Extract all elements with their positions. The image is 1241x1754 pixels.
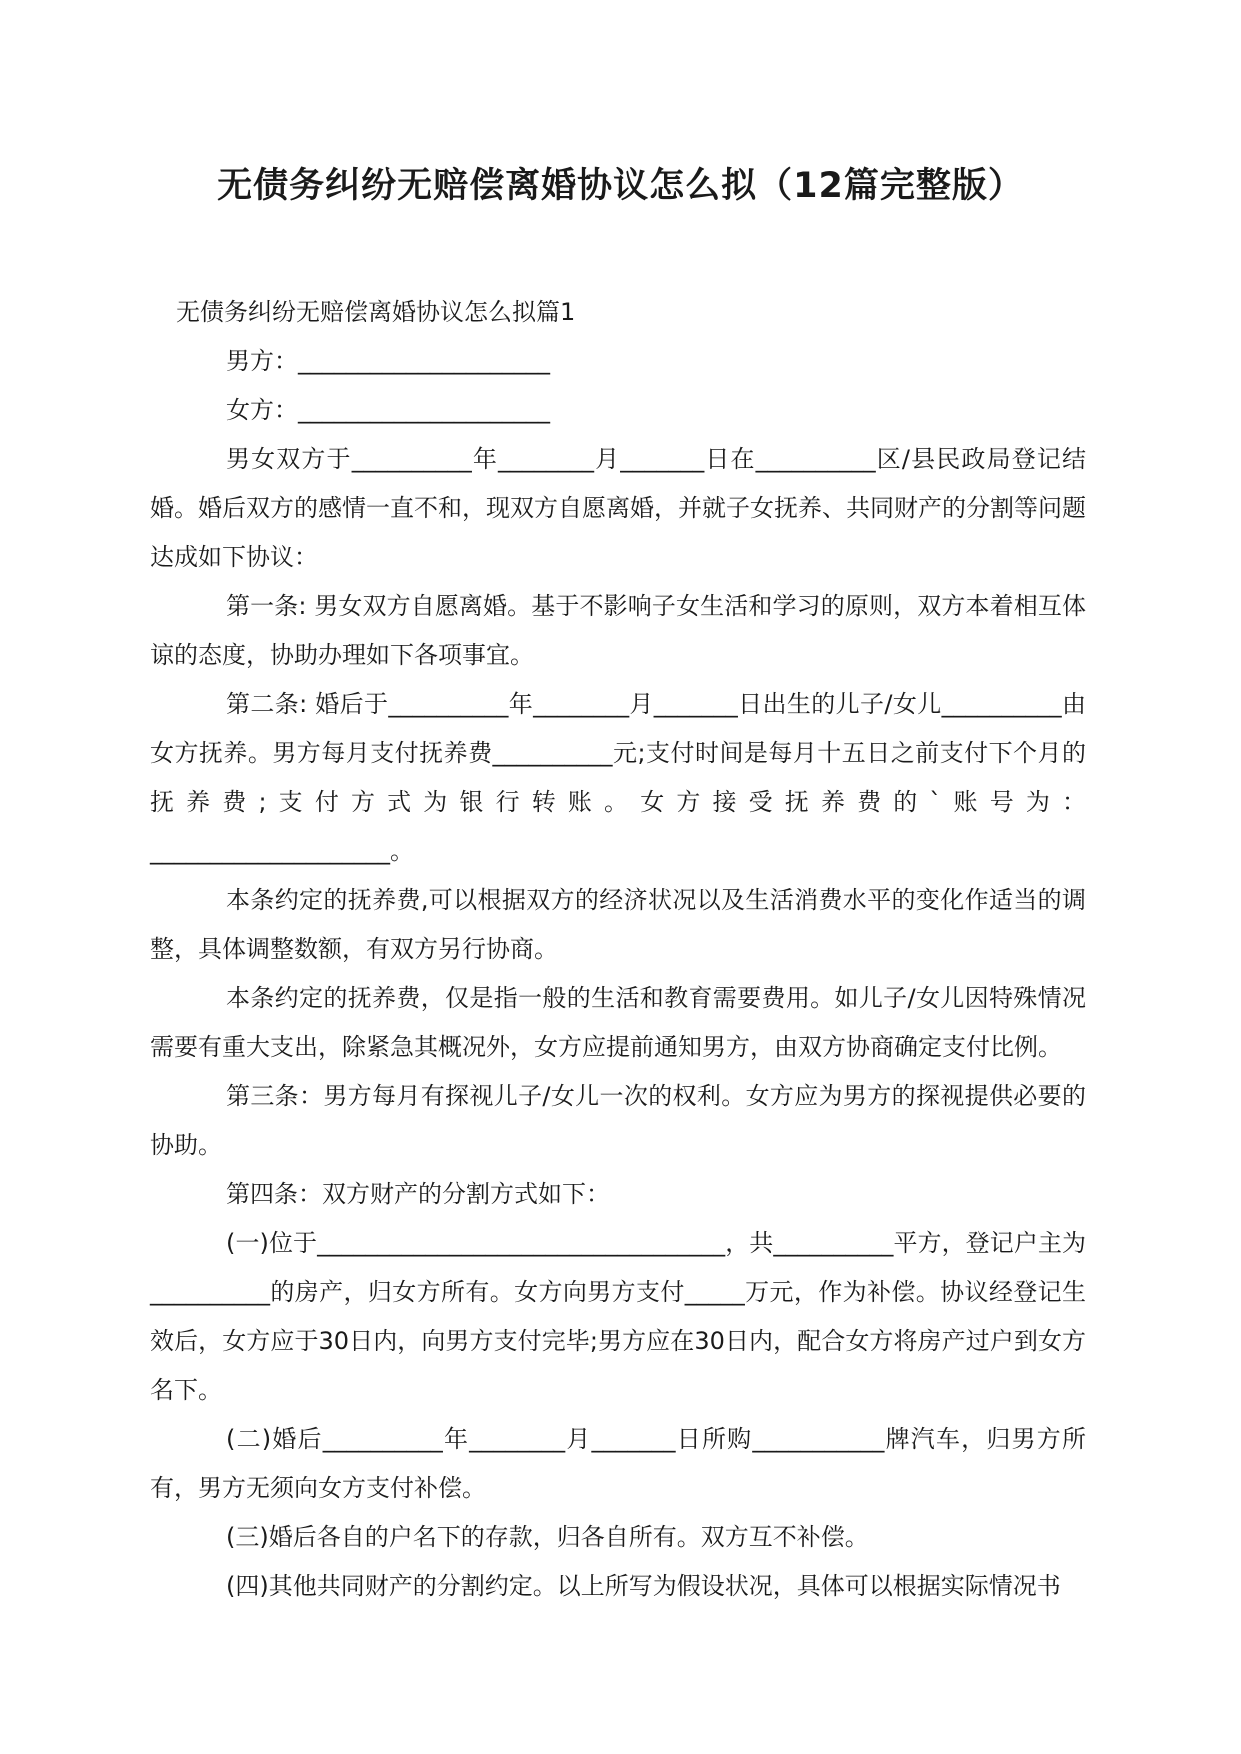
section-heading: 无债务纠纷无赔偿离婚协议怎么拟篇1 bbox=[176, 298, 576, 326]
marriage-registration-paragraph: 男女双方于__________年________月_______日在__________区/县民政局登记结婚。婚后双方的感情一直不和，现双方自愿离婚，并就子女抚养、共同财产的分割等问题达成如下协议： bbox=[150, 445, 1086, 571]
male-party-field: 男方：_____________________ bbox=[226, 347, 550, 375]
article-3-paragraph: 第三条：男方每月有探视儿子/女儿一次的权利。女方应为男方的探视提供必要的协助。 bbox=[150, 1082, 1086, 1159]
property-clause-2: (二)婚后__________年________月_______日所购___________牌汽车，归男方所有，男方无须向女方支付补偿。 bbox=[150, 1425, 1086, 1502]
female-party-field: 女方：_____________________ bbox=[226, 396, 550, 424]
support-adjustment-paragraph: 本条约定的抚养费,可以根据双方的经济状况以及生活消费水平的变化作适当的调整，具体调整数额，有双方另行协商。 bbox=[150, 886, 1086, 963]
support-scope-paragraph: 本条约定的抚养费，仅是指一般的生活和教育需要费用。如儿子/女儿因特殊情况需要有重大支出，除紧急其概况外，女方应提前通知男方，由双方协商确定支付比例。 bbox=[150, 984, 1086, 1061]
property-clause-3: (三)婚后各自的户名下的存款，归各自所有。双方互不补偿。 bbox=[226, 1523, 869, 1551]
document-body bbox=[150, 288, 1086, 1611]
account-number-line: ____________________。 bbox=[150, 837, 414, 865]
article-1-paragraph: 第一条: 男女双方自愿离婚。基于不影响子女生活和学习的原则，双方本着相互体谅的态度，协助办理如下各项事宜。 bbox=[150, 592, 1086, 669]
property-clause-4: (四)其他共同财产的分割约定。以上所写为假设状况，具体可以根据实际情况书 bbox=[226, 1572, 1061, 1600]
article-2-paragraph: 第二条: 婚后于__________年________月_______日出生的儿子/女儿__________由女方抚养。男方每月支付抚养费__________元;支付时间是每月十五日之前支付下个月的抚养费;支付方式为银行转账。女方接受抚养费的`账号为： bbox=[150, 690, 1086, 816]
document-title: 无债务纠纷无赔偿离婚协议怎么拟（12篇完整版） bbox=[217, 166, 1024, 206]
article-4-paragraph: 第四条：双方财产的分割方式如下： bbox=[226, 1180, 610, 1208]
property-clause-1: (一)位于__________________________________，共__________平方，登记户主为__________的房产，归女方所有。女方向男方支付_____万元，作为补偿。协议经登记生效后，女方应于30日内，向男方支付完毕;男方应在30日内，配合女方将房产过户到女方名下。 bbox=[150, 1229, 1086, 1404]
